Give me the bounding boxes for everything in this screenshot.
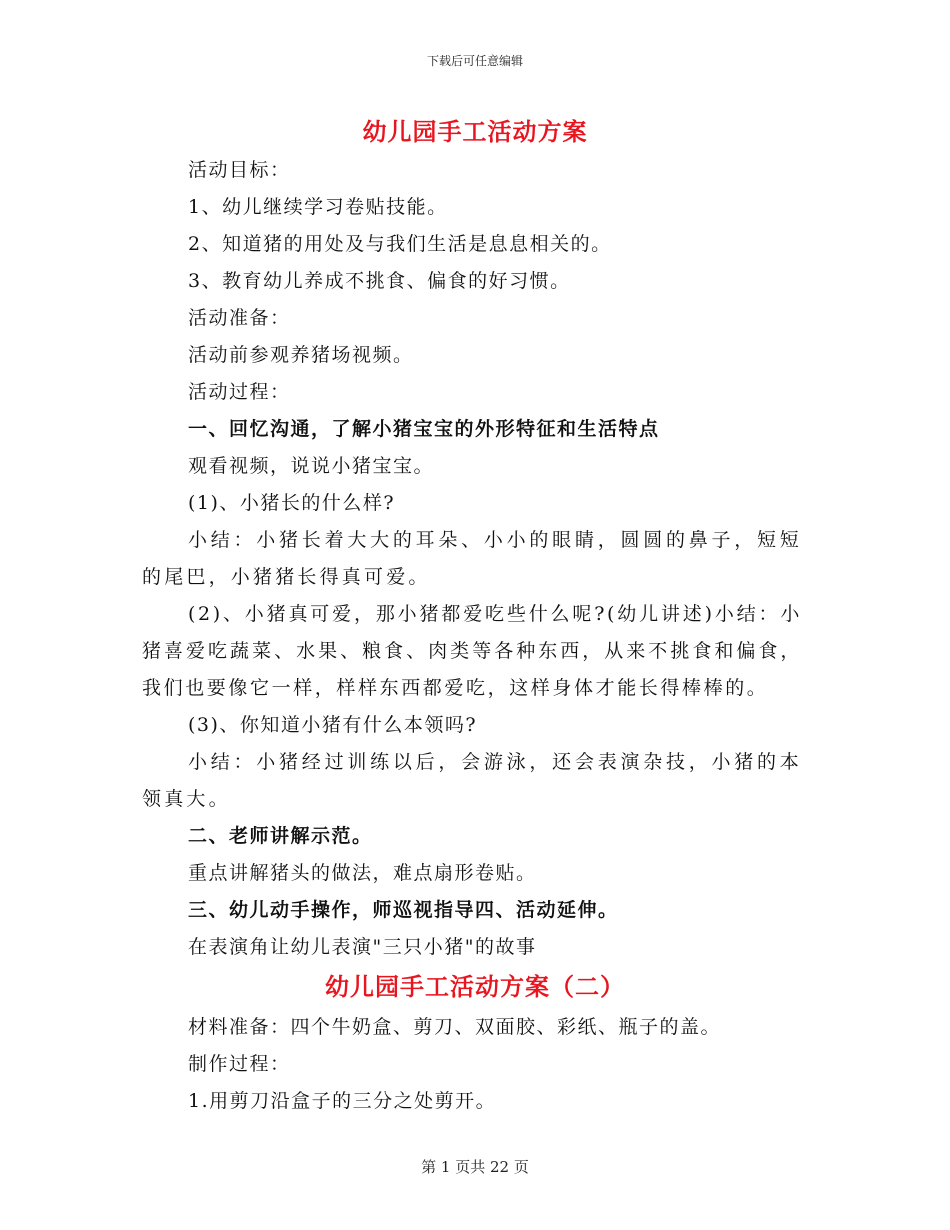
paragraph-step-2-content: 重点讲解猪头的做法，难点扇形卷贴。	[188, 862, 537, 884]
paragraph-making-process-heading: 制作过程：	[188, 1053, 291, 1075]
paragraph-goal-1: 1、幼儿继续学习卷贴技能。	[188, 196, 448, 218]
paragraph-preparation-content: 活动前参观养猪场视频。	[188, 344, 414, 366]
paragraph-question-1: (1)、小猪长的什么样?	[188, 492, 396, 514]
document-title: 幼儿园手工活动方案	[362, 117, 588, 146]
paragraph-summary-1: 小结：小猪长着大大的耳朵、小小的眼睛，圆圆的鼻子，短短的尾巴，小猪猪长得真可爱。	[142, 529, 802, 588]
paragraph-process-heading: 活动过程：	[188, 381, 291, 403]
paragraph-materials: 材料准备：四个牛奶盒、剪刀、双面胶、彩纸、瓶子的盖。	[188, 1016, 722, 1038]
paragraph-step-3-heading: 三、幼儿动手操作，师巡视指导四、活动延伸。	[188, 899, 619, 921]
paragraph-summary-3: 小结：小猪经过训练以后，会游泳，还会表演杂技，小猪的本领真大。	[142, 751, 802, 810]
paragraph-watch-video: 观看视频，说说小猪宝宝。	[188, 455, 435, 477]
paragraph-step-2-heading: 二、老师讲解示范。	[188, 825, 373, 847]
paragraph-activity-goals-heading: 活动目标：	[188, 159, 291, 181]
page-header-note: 下载后可任意编辑	[426, 54, 523, 68]
paragraph-making-step-1: 1.用剪刀沿盒子的三分之处剪开。	[188, 1090, 497, 1112]
paragraph-question-2: (2)、小猪真可爱，那小猪都爱吃些什么呢?(幼儿讲述)小结：小猪喜爱吃蔬菜、水果、粮食、肉类等各种东西，从来不挑食和偏食，我们也要像它一样，样样东西都爱吃，这样身体才能长得棒棒的。	[142, 603, 802, 699]
paragraph-goal-3: 3、教育幼儿养成不挑食、偏食的好习惯。	[188, 270, 571, 292]
paragraph-preparation-heading: 活动准备：	[188, 307, 291, 329]
paragraph-goal-2: 2、知道猪的用处及与我们生活是息息相关的。	[188, 233, 612, 255]
section-2-title: 幼儿园手工活动方案（二）	[325, 972, 625, 1001]
paragraph-question-3: (3)、你知道小猪有什么本领吗?	[188, 714, 478, 736]
paragraph-step-1-heading: 一、回忆沟通，了解小猪宝宝的外形特征和生活特点	[188, 418, 660, 440]
page-footer: 第 1 页共 22 页	[421, 1158, 529, 1176]
paragraph-extension-content: 在表演角让幼儿表演"三只小猪"的故事	[188, 936, 537, 958]
